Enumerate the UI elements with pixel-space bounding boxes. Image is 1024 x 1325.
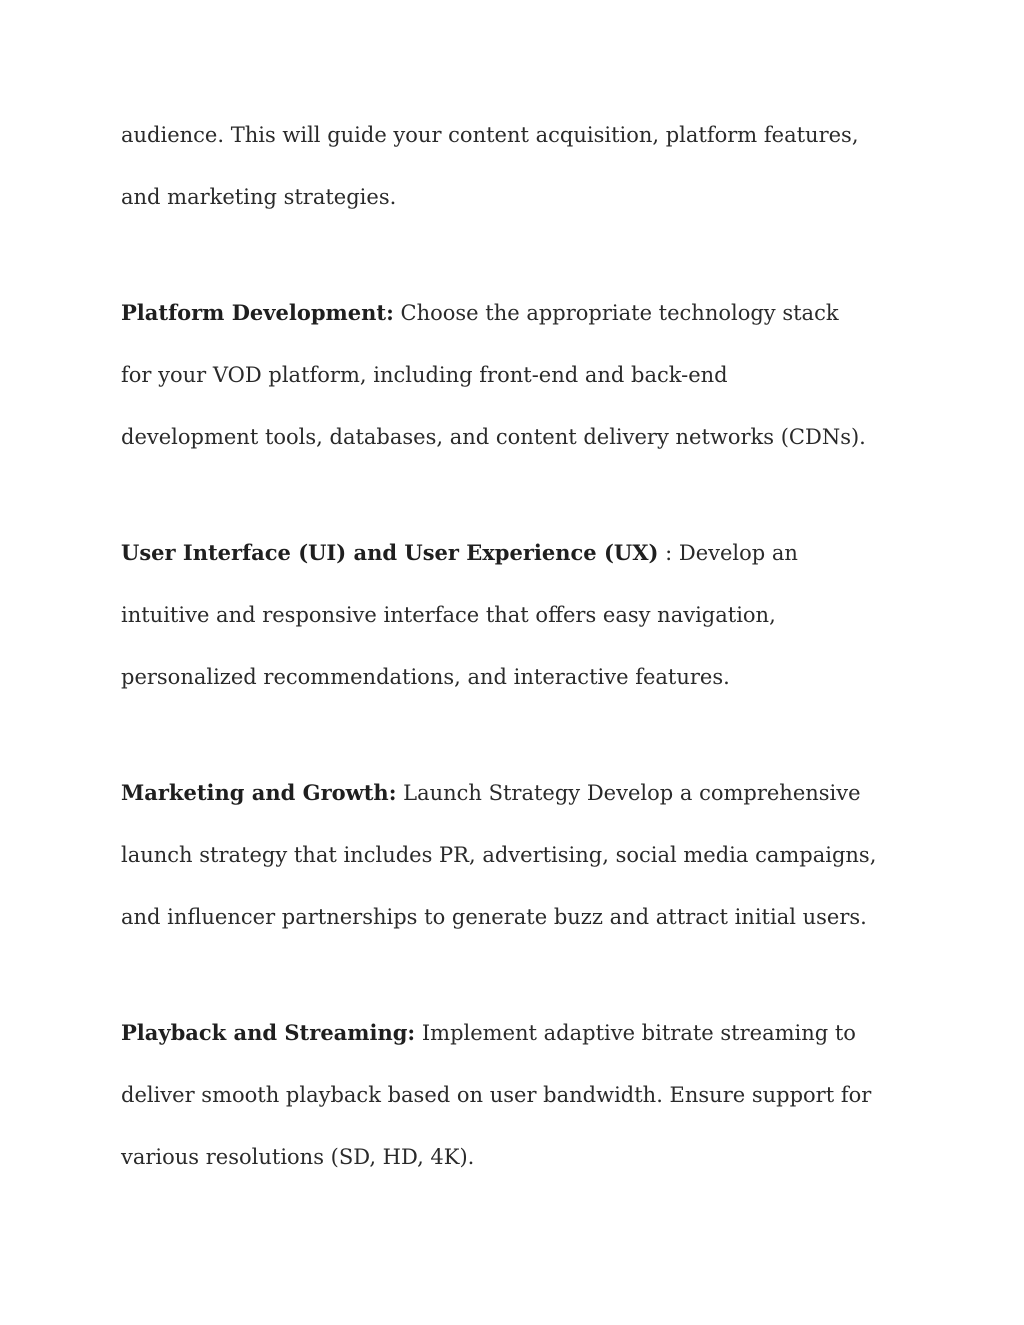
section-text-line: development tools, databases, and content delivery networks (CDNs). xyxy=(121,425,866,449)
section-heading: Platform Development: xyxy=(121,300,394,325)
section-playback-streaming xyxy=(121,1018,856,1048)
section-text-line: launch strategy that includes PR, advertising, social media campaigns, xyxy=(121,843,877,867)
section-ui-ux xyxy=(121,538,798,568)
section-text: : Develop an xyxy=(658,541,798,565)
section-text: Choose the appropriate technology stack xyxy=(393,301,839,325)
section-text: Implement adaptive bitrate streaming to xyxy=(415,1021,856,1045)
section-text-line: various resolutions (SD, HD, 4K). xyxy=(121,1145,475,1169)
section-heading: Playback and Streaming: xyxy=(121,1020,416,1045)
section-text-line: intuitive and responsive interface that offers easy navigation, xyxy=(121,603,776,627)
section-text-line: deliver smooth playback based on user bandwidth. Ensure support for xyxy=(121,1083,872,1107)
section-heading: Marketing and Growth: xyxy=(121,780,397,805)
intro-line-2: and marketing strategies. xyxy=(121,185,397,209)
section-text-line: for your VOD platform, including front-end and back-end xyxy=(121,363,728,387)
section-text-line: and influencer partnerships to generate buzz and attract initial users. xyxy=(121,905,867,929)
section-marketing-growth xyxy=(121,778,861,808)
section-heading: User Interface (UI) and User Experience (UX) xyxy=(121,540,659,565)
intro-line-1: audience. This will guide your content acquisition, platform features, xyxy=(121,123,859,147)
section-platform-development xyxy=(121,298,839,328)
section-text-line: personalized recommendations, and interactive features. xyxy=(121,665,730,689)
section-text: Launch Strategy Develop a comprehensive xyxy=(396,781,861,805)
